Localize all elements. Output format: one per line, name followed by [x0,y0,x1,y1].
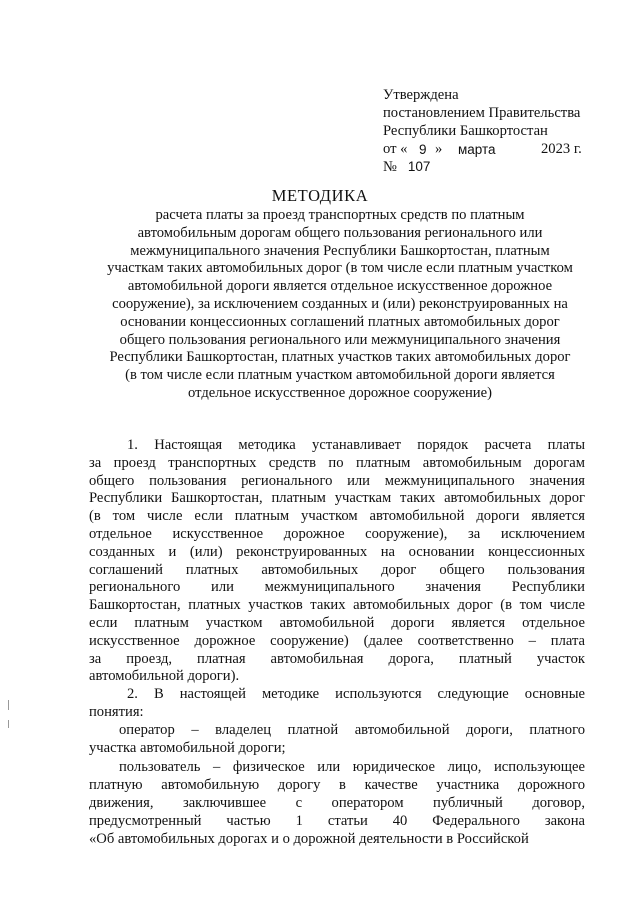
paragraph-line: отдельное искусственное дорожное сооружение), за исключением [89,525,585,542]
approval-line: постановлением Правительства [383,105,581,121]
subtitle-line: участкам таких автомобильных дорог (в том числе если платным участком [107,260,573,277]
paragraph-line: автомобильной дороги). [89,668,240,685]
approval-line: Республики Башкортостан [383,123,548,139]
paragraph-line: Башкортостан, платных участков таких автомобильных дорог (в том числе [89,597,585,614]
subtitle-line: Республики Башкортостан, платных участков таких автомобильных дорог [109,349,571,366]
paragraph-line: платную автомобильную дорогу в качестве участника дорожного [89,777,585,794]
subtitle-line: (в том числе если платным участком автомобильной дороги является [125,367,555,384]
scan-margin-mark [8,700,9,710]
paragraph-line: искусственное дорожное сооружение) (далее соответственно – плата [89,632,585,649]
paragraph-line: 2. В настоящей методике используются следующие основные [127,686,585,703]
paragraph-line: соглашений платных автомобильных дорог общего пользования [89,561,585,578]
paragraph-line: Республики Башкортостан, платным участкам таких автомобильных дорог [89,490,585,507]
paragraph-line: движения, заключившее с оператором публичный договор, [89,794,585,811]
subtitle-line: отдельное искусственное дорожное сооружение) [188,384,492,401]
paragraph-line: за проезд транспортных средств по платным автомобильным дорогам [89,454,585,471]
subtitle-line: основании концессионных соглашений платных автомобильных дорог [120,313,560,330]
number-prefix: № [383,159,397,175]
approval-block [383,86,623,176]
document-body [89,437,585,848]
subtitle-line: автомобильным дорогам общего пользования регионального или [137,224,543,241]
date-prefix: от « [383,141,408,157]
date-day: 9 [419,142,427,157]
subtitle-line: общего пользования регионального или межмуниципального значения [119,331,561,348]
paragraph-line: регионального или межмуниципального значения Республики [89,579,585,596]
approval-line: Утверждена [383,87,459,103]
paragraph-line: пользователь – физическое или юридическое лицо, использующее [119,759,585,776]
number-value: 107 [407,159,431,174]
subtitle-line: межмуниципального значения Республики Башкортостан, платным [130,242,550,259]
scan-margin-mark [8,720,9,728]
paragraph-line: оператор – владелец платной автомобильной дороги, платного [119,721,585,738]
approval-number [383,158,623,176]
document-subtitle [90,207,590,403]
paragraph-line: за проезд, платная автомобильная дорога, платный участок [89,650,585,667]
paragraph-line: созданных и (или) реконструированных на основании концессионных [89,543,585,560]
subtitle-line: автомобильной дороги является отдельное искусственное дорожное [127,278,553,295]
paragraph-line: 1. Настоящая методика устанавливает порядок расчета платы [127,437,585,453]
paragraph-line: (в том числе если платным участком автомобильной дороги является [89,508,585,525]
date-month: марта [458,142,496,157]
paragraph-line: «Об автомобильных дорогах и о дорожной деятельности в Российской [89,830,529,847]
document-title: МЕТОДИКА [271,186,369,205]
approval-date [383,140,623,158]
paragraph-line: участка автомобильной дороги; [89,739,286,756]
subtitle-line: сооружение), за исключением созданных и (или) реконструированных на [112,295,568,312]
paragraph-line: предусмотренный частью 1 статьи 40 Федерального закона [89,812,585,829]
paragraph-line: если платным участком автомобильной дороги является отдельное [89,614,585,631]
subtitle-line: расчета платы за проезд транспортных средств по платным [155,207,525,223]
date-year: 2023 г. [541,141,582,157]
paragraph-line: понятия: [89,703,144,720]
date-mid: » [435,141,443,157]
paragraph-line: общего пользования регионального или межмуниципального значения [89,472,585,489]
